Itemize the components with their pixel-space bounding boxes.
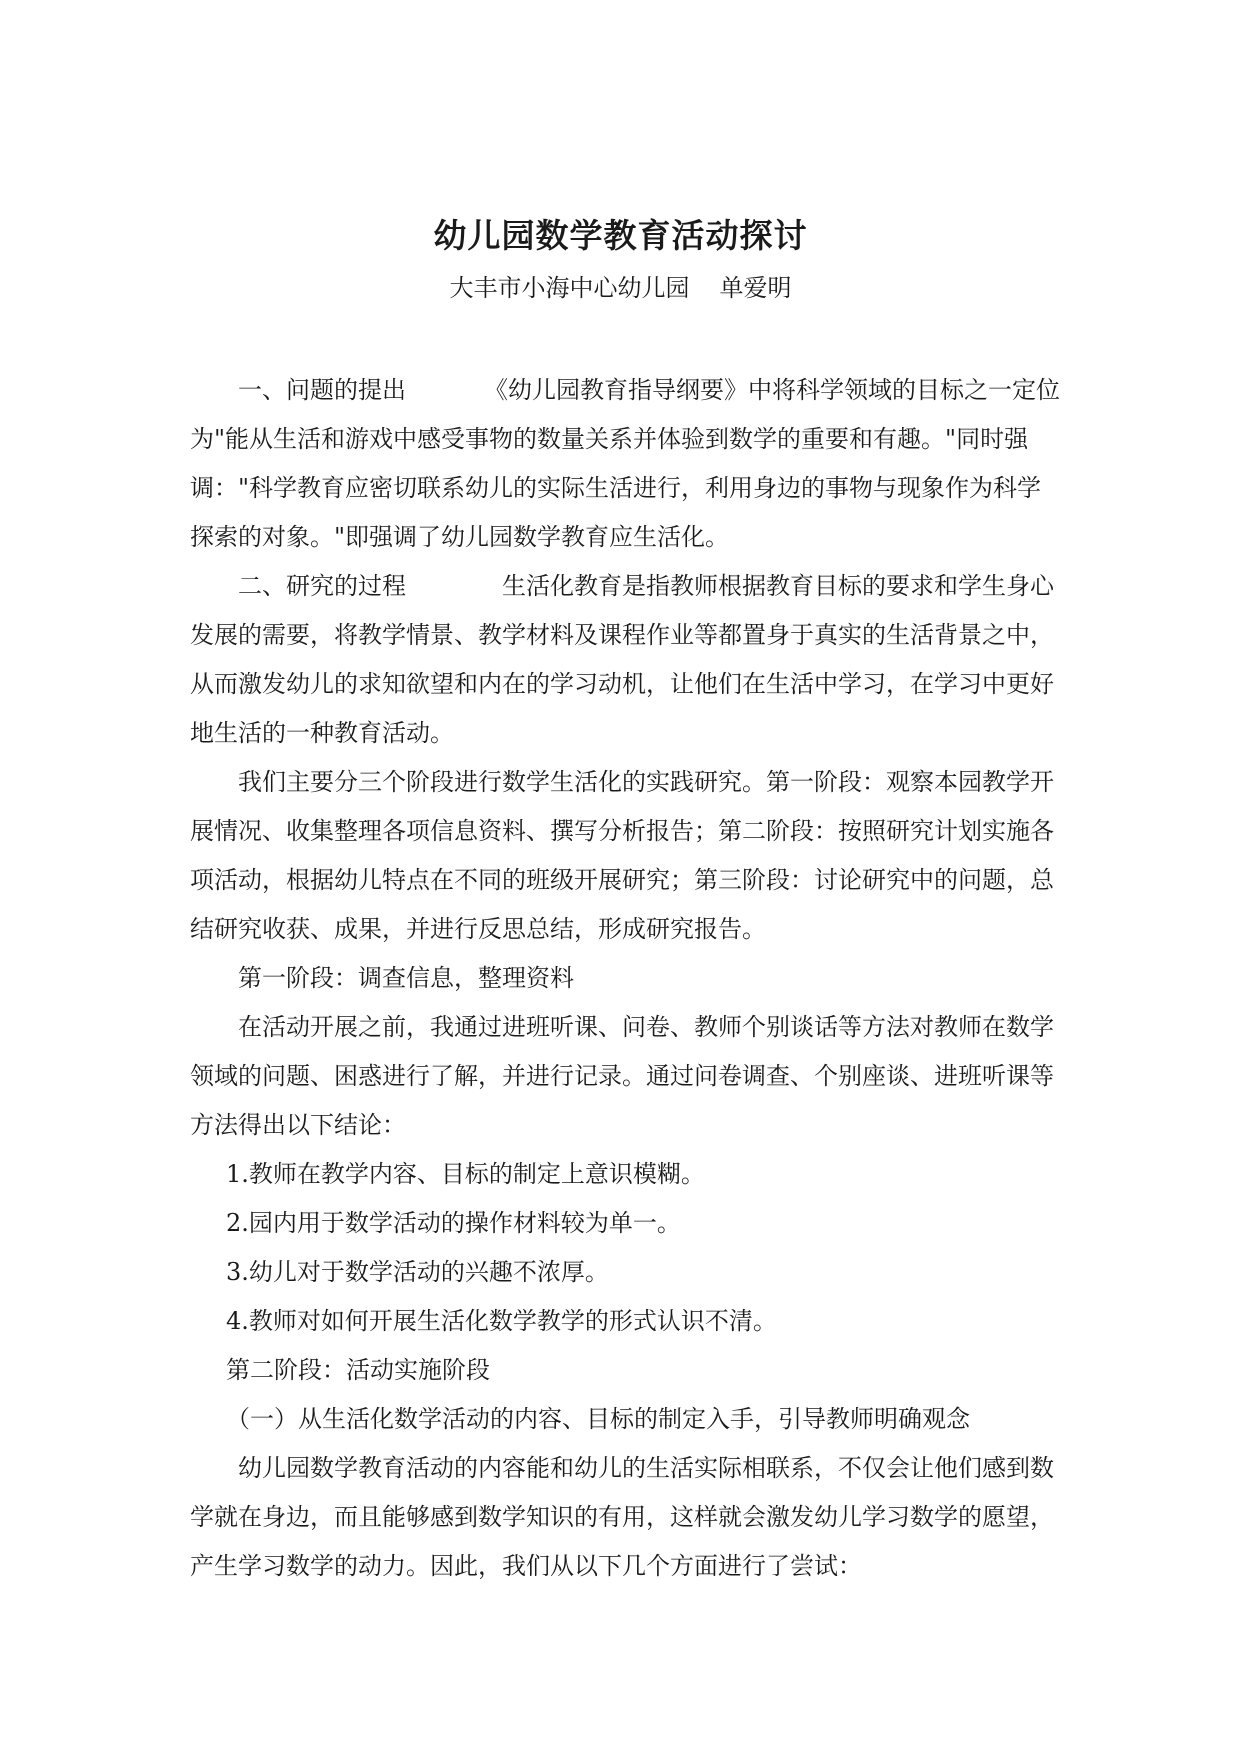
document-title: 幼儿园数学教育活动探讨 [433, 216, 808, 255]
stage-1-heading: 第一阶段：调查信息，整理资料 [238, 964, 574, 992]
section-2-text: 生活化教育是指教师根据教育目标的要求和学生身心发展的需要，将教学情景、教学材料及课程作业等都置身于真实的生活背景之中，从而激发幼儿的求知欲望和内在的学习动机，让他们在生活中学习，在学习中更好地生活的一种教育活动。 [190, 572, 1054, 747]
section-2-heading: 二、研究的过程 [238, 572, 406, 600]
subsection-1-heading: （一）从生活化数学活动的内容、目标的制定入手，引导教师明确观念 [226, 1405, 970, 1433]
author-line [0, 268, 1241, 303]
section-1-heading: 一、问题的提出 [238, 376, 406, 404]
section-1-text: 《幼儿园教育指导纲要》中将科学领域的目标之一定位为"能从生活和游戏中感受事物的数量关系并体验到数学的重要和有趣。"同时强调："科学教育应密切联系幼儿的实际生活进行，利用身边的事物与现象作为科学探索的对象。"即强调了幼儿园数学教育应生活化。 [190, 376, 1060, 551]
stage-2-heading: 第二阶段：活动实施阶段 [226, 1356, 490, 1384]
paragraph-section-1 [190, 366, 1062, 562]
paragraph-section-2 [190, 562, 1062, 758]
document-body [190, 366, 1062, 1591]
author-organization: 大丰市小海中心幼儿园 [449, 274, 690, 302]
author-name: 单爱明 [719, 274, 792, 302]
conclusion-item: 1.教师在教学内容、目标的制定上意识模糊。 [226, 1160, 705, 1188]
conclusion-item: 4.教师对如何开展生活化数学教学的形式认识不清。 [226, 1307, 777, 1335]
paragraph-stages: 我们主要分三个阶段进行数学生活化的实践研究。第一阶段：观察本园教学开展情况、收集整理各项信息资料、撰写分析报告；第二阶段：按照研究计划实施各项活动，根据幼儿特点在不同的班级开展研究；第三阶段：讨论研究中的问题，总结研究收获、成果，并进行反思总结，形成研究报告。 [190, 768, 1054, 943]
conclusion-item: 3.幼儿对于数学活动的兴趣不浓厚。 [226, 1258, 609, 1286]
paragraph-final: 幼儿园数学教育活动的内容能和幼儿的生活实际相联系，不仅会让他们感到数学就在身边，而且能够感到数学知识的有用，这样就会激发幼儿学习数学的愿望，产生学习数学的动力。因此，我们从以下几个方面进行了尝试： [190, 1454, 1054, 1580]
conclusion-item: 2.园内用于数学活动的操作材料较为单一。 [226, 1209, 681, 1237]
paragraph-survey: 在活动开展之前，我通过进班听课、问卷、教师个别谈话等方法对教师在数学领域的问题、困惑进行了解，并进行记录。通过问卷调查、个别座谈、进班听课等方法得出以下结论： [190, 1013, 1054, 1139]
